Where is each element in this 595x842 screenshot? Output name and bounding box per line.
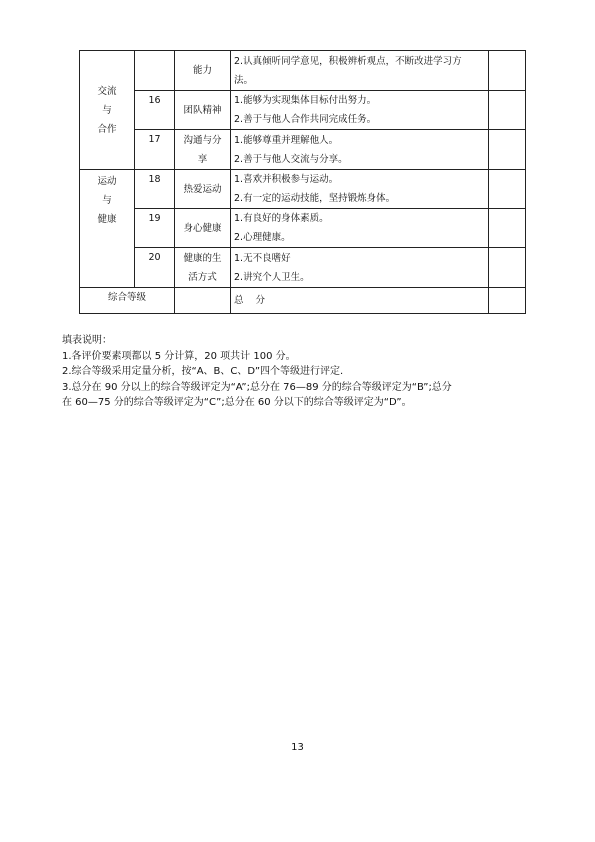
notes-item: 3.总分在 90 分以上的综合等级评定为“A”;总分在 76—89 分的综合等级评定为“B”;总分 [62, 381, 452, 393]
notes-title: 填表说明： [62, 335, 112, 346]
table-row [80, 170, 526, 209]
fill-instructions [62, 333, 532, 411]
evaluation-table [79, 50, 526, 314]
page-number: 13 [291, 742, 304, 753]
table-row-total [80, 288, 526, 314]
element-cell: 团队精神 [175, 91, 231, 130]
item-number-cell: 17 [135, 130, 175, 170]
item-number-cell [135, 51, 175, 91]
element-cell: 热爱运动 [175, 170, 231, 209]
item-number-cell: 19 [135, 209, 175, 248]
score-cell[interactable] [489, 130, 526, 170]
standard-cell: 1.喜欢并积极参与运动。 2.有一定的运动技能，坚持锻炼身体。 [231, 170, 489, 209]
score-cell[interactable] [489, 91, 526, 130]
element-cell: 能力 [175, 51, 231, 91]
score-cell[interactable] [489, 51, 526, 91]
total-grade-value[interactable] [175, 288, 231, 314]
score-cell[interactable] [489, 248, 526, 288]
table-row [80, 209, 526, 248]
notes-item: 在 60—75 分的综合等级评定为“C”;总分在 60 分以下的综合等级评定为“D”。 [62, 397, 412, 408]
total-score-label: 总 分 [231, 288, 489, 314]
standard-cell: 1.无不良嗜好 2.讲究个人卫生。 [231, 248, 489, 288]
area-cell-health: 运动 与 健康 [80, 170, 135, 288]
standard-cell: 1.能够尊重并理解他人。 2.善于与他人交流与分享。 [231, 130, 489, 170]
area-cell-communication: 交流 与 合作 [80, 51, 135, 170]
item-number-cell: 16 [135, 91, 175, 130]
element-cell: 身心健康 [175, 209, 231, 248]
table-row [80, 51, 526, 91]
element-cell: 沟通与分 享 [175, 130, 231, 170]
element-cell: 健康的生 活方式 [175, 248, 231, 288]
item-number-cell: 20 [135, 248, 175, 288]
item-number-cell: 18 [135, 170, 175, 209]
table-row [80, 248, 526, 288]
total-score-value[interactable] [489, 288, 526, 314]
score-cell[interactable] [489, 170, 526, 209]
table-row [80, 130, 526, 170]
score-cell[interactable] [489, 209, 526, 248]
notes-item: 2.综合等级采用定量分析，按“A、B、C、D”四个等级进行评定. [62, 366, 344, 377]
standard-cell: 1.能够为实现集体目标付出努力。 2.善于与他人合作共同完成任务。 [231, 91, 489, 130]
notes-item: 1.各评价要素项都以 5 分计算，20 项共计 100 分。 [62, 350, 296, 362]
standard-cell: 2.认真倾听同学意见，积极辨析观点，不断改进学习方 法。 [231, 51, 489, 91]
standard-cell: 1.有良好的身体素质。 2.心理健康。 [231, 209, 489, 248]
total-grade-label: 综合等级 [80, 288, 175, 314]
table-row [80, 91, 526, 130]
